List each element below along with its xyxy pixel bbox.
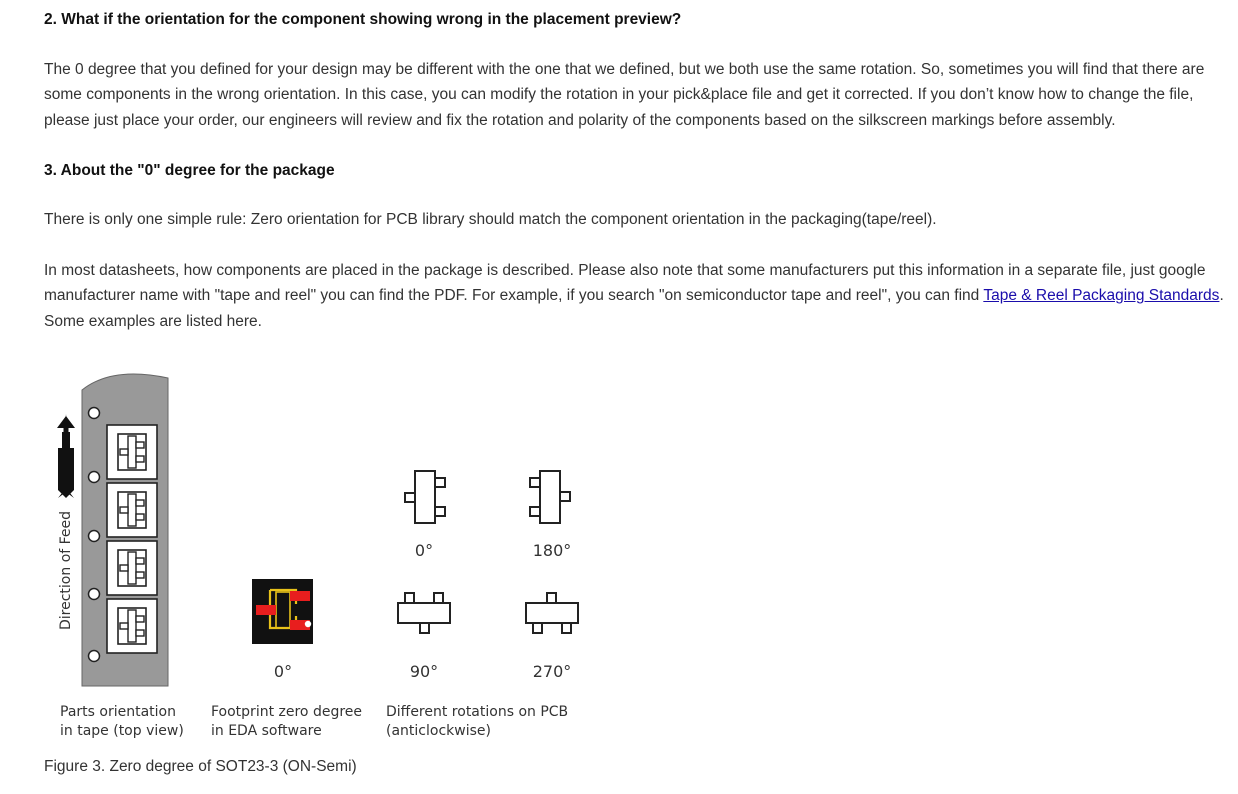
sot23-symbol-0deg xyxy=(405,471,445,523)
footprint-caption-line2: in EDA software xyxy=(211,723,322,739)
sprocket-hole xyxy=(89,651,100,662)
tape-caption-line2: in tape (top view) xyxy=(60,723,184,739)
section-3-paragraph-2 xyxy=(44,258,1229,334)
feed-direction-label: Direction of Feed xyxy=(58,510,74,630)
rotations-caption-line1: Different rotations on PCB xyxy=(386,704,569,720)
eda-footprint xyxy=(252,579,313,644)
paragraph-text: In most datasheets, how components are placed in the package is described. Please also note that some manufacturers put this information in a separate file, just google manufacturer name with "tape and reel" you can find the PDF. For example, if you search "on semiconductor tape and reel", you can find xyxy=(44,262,1206,305)
tape-caption-line1: Parts orientation xyxy=(60,704,176,720)
sprocket-hole xyxy=(89,408,100,419)
rotation-label-180: 180° xyxy=(532,541,572,560)
footprint-label-0: 0° xyxy=(273,662,293,681)
tape-reel-standards-link[interactable]: Tape & Reel Packaging Standards xyxy=(983,287,1220,305)
sprocket-hole xyxy=(89,531,100,542)
tape-pocket xyxy=(107,425,157,479)
rotation-label-90: 90° xyxy=(409,662,439,681)
rotations-caption-line2: (anticlockwise) xyxy=(386,723,491,739)
tape-pocket xyxy=(107,599,157,653)
sot23-symbol-180deg xyxy=(530,471,570,523)
sprocket-hole xyxy=(89,472,100,483)
sot23-symbol-270deg xyxy=(526,593,578,633)
section-2-heading: 2. What if the orientation for the component showing wrong in the placement preview? xyxy=(44,11,682,28)
rotation-label-0: 0° xyxy=(414,541,434,560)
feed-direction-arrow xyxy=(57,414,75,498)
rotation-label-270: 270° xyxy=(532,662,572,681)
section-3-paragraph-1: There is only one simple rule: Zero orientation for PCB library should match the component orientation in the packaging(tape/reel). xyxy=(44,211,937,228)
tape-reel xyxy=(82,374,168,686)
sot23-symbol-90deg xyxy=(398,593,450,633)
sot23-orientation-figure xyxy=(40,362,600,748)
sprocket-hole xyxy=(89,589,100,600)
figure-caption: Figure 3. Zero degree of SOT23-3 (ON-Semi) xyxy=(44,758,357,775)
footprint-caption-line1: Footprint zero degree xyxy=(211,704,363,720)
tape-pocket xyxy=(107,483,157,537)
tape-pocket xyxy=(107,541,157,595)
section-3-heading: 3. About the "0" degree for the package xyxy=(44,162,335,179)
section-2-paragraph: The 0 degree that you defined for your design may be different with the one that we defined, but we both use the same rotation. So, sometimes you will find that there are some components in the wrong orientation. In this case, you can modify the rotation in your pick&place file and get it corrected. If you don’t know how to change the file, please just place your order, our engineers will review and fix the rotation and polarity of the components based on the silkscreen markings before assembly. xyxy=(44,61,1205,129)
paragraph-text: . Some examples are listed here. xyxy=(44,287,1224,330)
